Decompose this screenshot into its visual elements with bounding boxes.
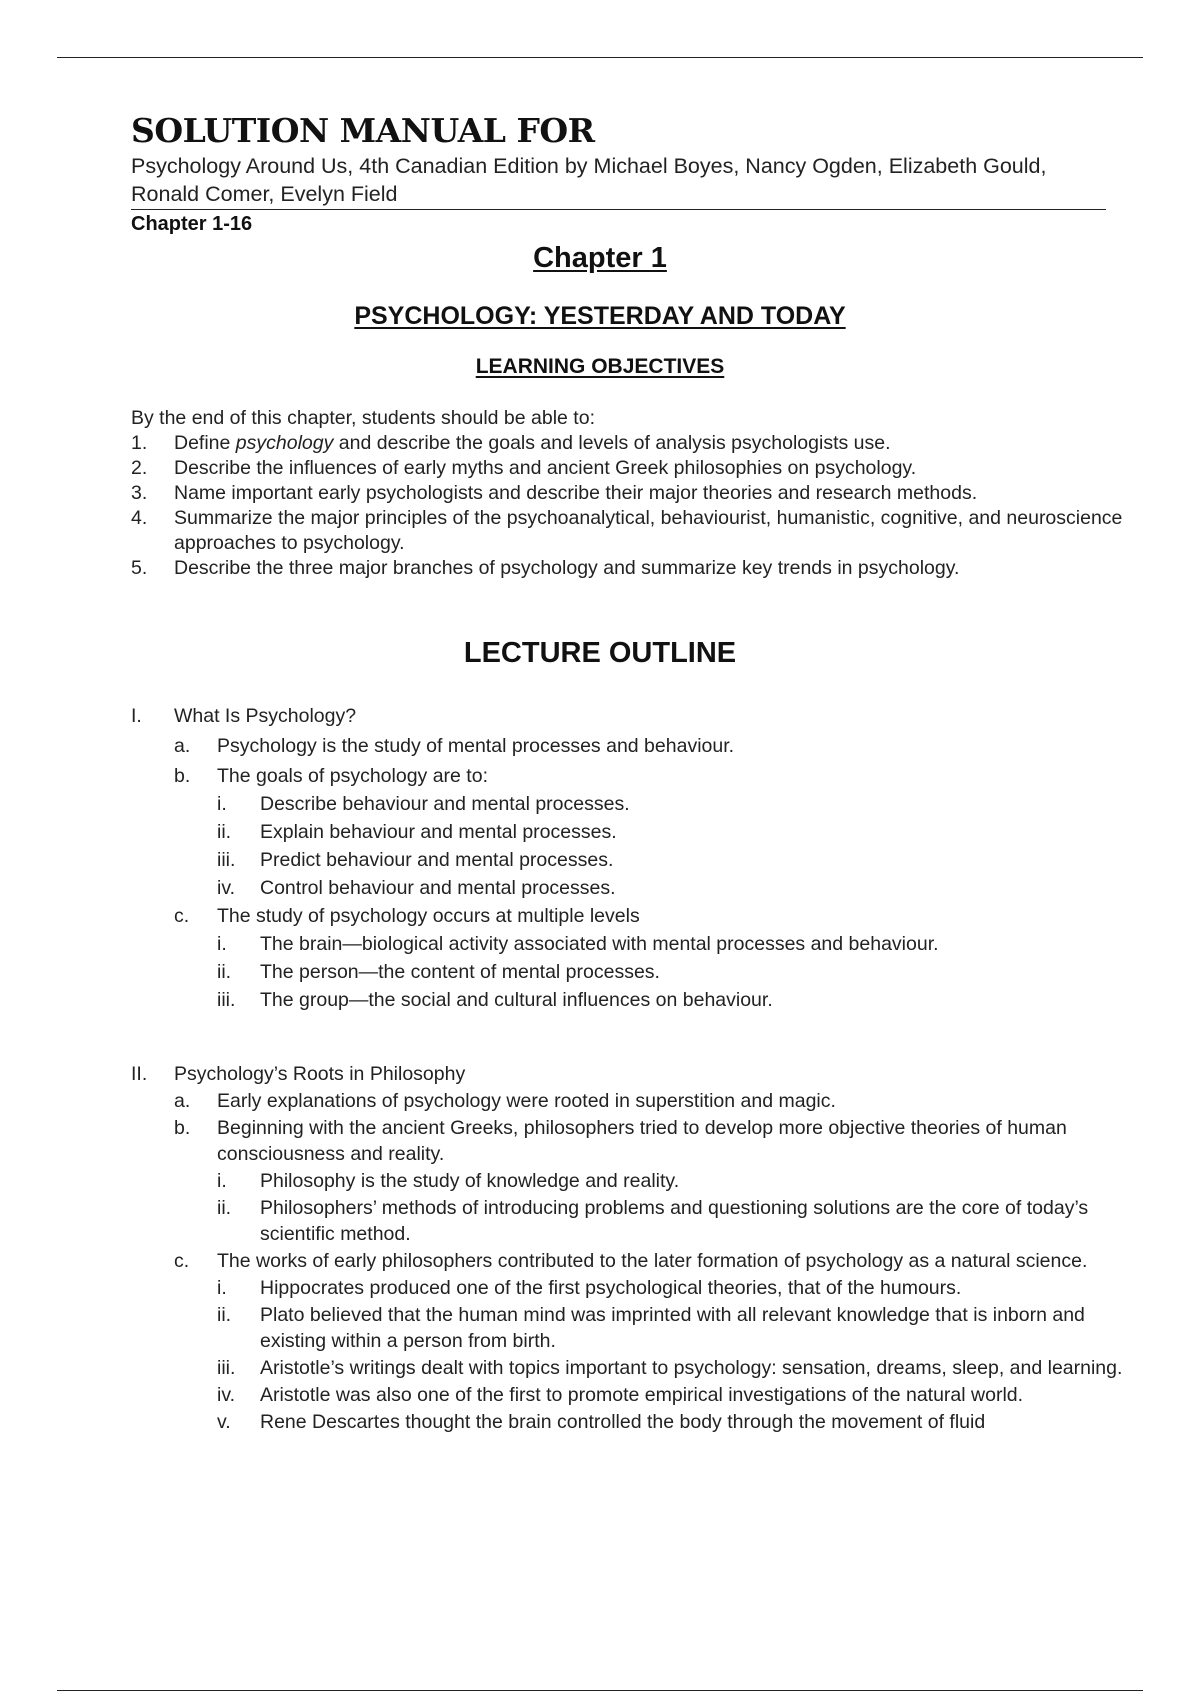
outline-text: Predict behaviour and mental processes. bbox=[260, 849, 614, 871]
outline-marker: iv. bbox=[217, 1384, 236, 1406]
chapter-title bbox=[0, 302, 1200, 331]
outline-marker: iv. bbox=[217, 877, 236, 899]
outline-marker: c. bbox=[174, 905, 190, 927]
outline-text: Philosophers’ methods of introducing problems and questioning solutions are the core of today’s scientific method. bbox=[260, 1197, 1089, 1245]
outline-marker: ii. bbox=[217, 821, 232, 843]
outline-subitem bbox=[131, 1275, 1131, 1301]
outline-text: Early explanations of psychology were rooted in superstition and magic. bbox=[217, 1090, 836, 1112]
outline-item bbox=[131, 733, 1131, 759]
outline-text: Psychology is the study of mental processes and behaviour. bbox=[217, 735, 735, 757]
outline-text: Explain behaviour and mental processes. bbox=[260, 821, 617, 843]
outline-text: The person—the content of mental processes. bbox=[260, 961, 660, 983]
outline-text: The goals of psychology are to: bbox=[217, 765, 488, 787]
outline-marker: ii. bbox=[217, 1304, 232, 1326]
outline-marker: iii. bbox=[217, 1357, 236, 1379]
outline-text: Hippocrates produced one of the first psychological theories, that of the humours. bbox=[260, 1277, 962, 1299]
outline-marker: a. bbox=[174, 1090, 191, 1112]
outline-marker: ii. bbox=[217, 1197, 232, 1219]
outline-section bbox=[131, 1061, 1131, 1087]
outline-marker: i. bbox=[217, 793, 227, 815]
outline-text: Aristotle was also one of the first to promote empirical investigations of the natural world. bbox=[260, 1384, 1024, 1406]
outline-section bbox=[131, 703, 1131, 729]
outline-item bbox=[131, 903, 1131, 929]
outline-marker: i. bbox=[217, 1277, 227, 1299]
outline-marker: iii. bbox=[217, 989, 236, 1011]
objective-text-start: Define bbox=[174, 432, 236, 454]
outline-text: Beginning with the ancient Greeks, philosophers tried to develop more objective theories of human consciousness and reality. bbox=[217, 1117, 1067, 1165]
outline-subitem bbox=[131, 1195, 1131, 1247]
outline-marker: I. bbox=[131, 705, 142, 727]
chapter-title-text: PSYCHOLOGY: YESTERDAY AND TODAY bbox=[354, 302, 846, 330]
outline-text: Control behaviour and mental processes. bbox=[260, 877, 616, 899]
book-citation: Psychology Around Us, 4th Canadian Edition by Michael Boyes, Nancy Ogden, Elizabeth Gould, Ronald Comer, Evelyn Field bbox=[131, 152, 1106, 210]
objective-item bbox=[131, 556, 1131, 581]
lecture-outline-heading bbox=[0, 637, 1200, 670]
outline-item bbox=[131, 1248, 1131, 1274]
manual-title: SOLUTION MANUAL FOR bbox=[131, 111, 595, 150]
objective-number: 2. bbox=[131, 457, 148, 479]
outline-text: The works of early philosophers contributed to the later formation of psychology as a natural science. bbox=[217, 1250, 1088, 1272]
outline-marker: i. bbox=[217, 1170, 227, 1192]
lecture-outline bbox=[131, 703, 1131, 1435]
objective-text: Summarize the major principles of the psychoanalytical, behaviourist, humanistic, cognitive, and neuroscience approaches to psychology. bbox=[174, 507, 1123, 554]
objective-text-end: and describe the goals and levels of analysis psychologists use. bbox=[333, 432, 891, 454]
objective-text: Name important early psychologists and describe their major theories and research methods. bbox=[174, 482, 978, 504]
learning-objectives bbox=[131, 406, 1131, 581]
top-rule bbox=[57, 57, 1143, 58]
outline-text: Plato believed that the human mind was imprinted with all relevant knowledge that is inborn and existing within a person from birth. bbox=[260, 1304, 1085, 1352]
outline-subitem bbox=[131, 791, 1131, 817]
objective-number: 5. bbox=[131, 557, 148, 579]
objective-item bbox=[131, 506, 1131, 556]
outline-subitem bbox=[131, 1382, 1131, 1408]
objective-item bbox=[131, 456, 1131, 481]
outline-marker: ii. bbox=[217, 961, 232, 983]
outline-text: The group—the social and cultural influences on behaviour. bbox=[260, 989, 773, 1011]
outline-marker: i. bbox=[217, 933, 227, 955]
document-header bbox=[131, 112, 1106, 237]
objectives-heading-text: LEARNING OBJECTIVES bbox=[475, 355, 725, 378]
objectives-intro: By the end of this chapter, students should be able to: bbox=[131, 407, 595, 429]
bottom-rule bbox=[57, 1690, 1143, 1691]
outline-subitem bbox=[131, 847, 1131, 873]
chapter-heading bbox=[0, 242, 1200, 275]
outline-item bbox=[131, 1115, 1131, 1167]
objective-text: Describe the three major branches of psychology and summarize key trends in psychology. bbox=[174, 557, 960, 579]
objectives-heading bbox=[0, 355, 1200, 379]
objective-item bbox=[131, 481, 1131, 506]
objective-italic-term: psychology bbox=[235, 432, 334, 454]
outline-marker: c. bbox=[174, 1250, 190, 1272]
outline-text: Rene Descartes thought the brain controlled the body through the movement of fluid bbox=[260, 1411, 986, 1433]
outline-subitem bbox=[131, 1168, 1131, 1194]
outline-subitem bbox=[131, 987, 1131, 1013]
objective-text bbox=[174, 431, 1131, 456]
outline-marker: b. bbox=[174, 1117, 191, 1139]
outline-item bbox=[131, 1088, 1131, 1114]
outline-text: The study of psychology occurs at multiple levels bbox=[217, 905, 640, 927]
outline-subitem bbox=[131, 959, 1131, 985]
outline-subitem bbox=[131, 1302, 1131, 1354]
lecture-outline-heading-text: LECTURE OUTLINE bbox=[463, 637, 737, 669]
outline-subitem bbox=[131, 1409, 1131, 1435]
outline-subitem bbox=[131, 875, 1131, 901]
outline-marker: II. bbox=[131, 1063, 148, 1085]
outline-marker: a. bbox=[174, 735, 191, 757]
chapter-heading-text: Chapter 1 bbox=[533, 242, 667, 274]
outline-text: Describe behaviour and mental processes. bbox=[260, 793, 630, 815]
outline-marker: iii. bbox=[217, 849, 236, 871]
outline-marker: b. bbox=[174, 765, 191, 787]
objective-number: 4. bbox=[131, 507, 148, 529]
outline-text: The brain—biological activity associated with mental processes and behaviour. bbox=[260, 933, 939, 955]
objective-text: Describe the influences of early myths and ancient Greek philosophies on psychology. bbox=[174, 457, 917, 479]
objective-number: 1. bbox=[131, 432, 148, 454]
outline-text: Aristotle’s writings dealt with topics important to psychology: sensation, dreams, sleep, and learning. bbox=[260, 1357, 1123, 1379]
outline-subitem bbox=[131, 931, 1131, 957]
objective-number: 3. bbox=[131, 482, 148, 504]
outline-marker: v. bbox=[217, 1411, 231, 1433]
outline-text: Philosophy is the study of knowledge and reality. bbox=[260, 1170, 680, 1192]
outline-section-title: Psychology’s Roots in Philosophy bbox=[174, 1063, 466, 1085]
objective-item bbox=[131, 431, 1131, 456]
chapter-range: Chapter 1-16 bbox=[131, 213, 253, 235]
outline-subitem bbox=[131, 819, 1131, 845]
outline-section-title: What Is Psychology? bbox=[174, 705, 357, 727]
outline-item bbox=[131, 763, 1131, 789]
outline-subitem bbox=[131, 1355, 1131, 1381]
